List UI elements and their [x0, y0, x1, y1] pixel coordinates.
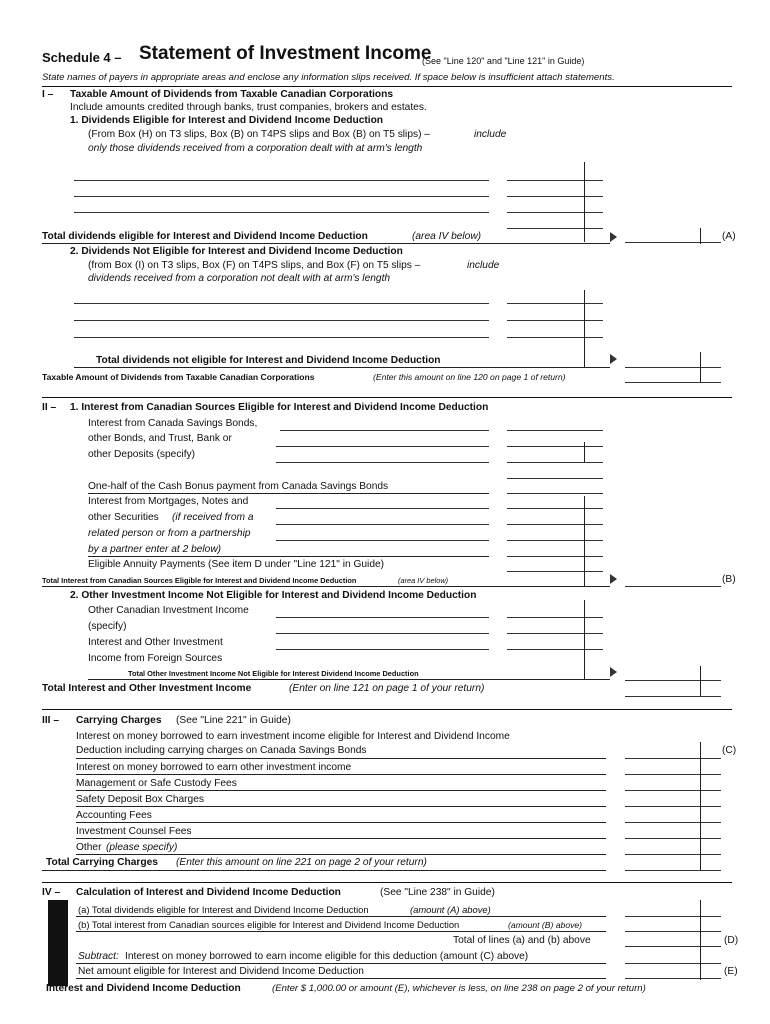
amount-entry-line[interactable] [507, 508, 603, 509]
subtract-label: Subtract: [78, 951, 119, 962]
amount-entry-line[interactable] [507, 478, 603, 479]
carrying-charge-amount[interactable] [625, 854, 721, 855]
final-deduction-note: (Enter $ 1,000.00 or amount (E), whichever is less, on line 238 on page 2 of your return) [272, 983, 646, 994]
line-a-note: (amount (A) above) [410, 904, 491, 915]
mortgage-note: (if received from a [172, 512, 254, 523]
total-rule [42, 243, 610, 244]
line-b-note: (amount (B) above) [508, 920, 583, 930]
carrying-charge-label: Interest on money borrowed to earn investment income eligible for Interest and Dividend Income [76, 731, 510, 742]
arrow-marker-icon [610, 232, 617, 242]
marker-b: (B) [722, 574, 736, 585]
payer-entry-line[interactable] [276, 649, 489, 650]
amount-entry-line[interactable] [507, 180, 603, 181]
line-rule [76, 822, 606, 823]
total-rule [88, 679, 610, 680]
part-1-item-2-source: (from Box (I) on T3 slips, Box (F) on T4PS slips, and Box (F) on T5 slips – [88, 260, 421, 271]
total-rule [42, 586, 610, 587]
payer-entry-line[interactable] [276, 508, 489, 509]
total-d-amount[interactable] [625, 946, 721, 947]
line-rule [76, 916, 606, 917]
net-amount-label: Net amount eligible for Interest and Dividend Income Deduction [78, 966, 364, 977]
mortgage-note: by a partner enter at 2 below) [88, 544, 222, 555]
cash-bonus-label: One-half of the Cash Bonus payment from Canada Savings Bonds [88, 481, 389, 492]
line-rule [76, 978, 606, 979]
marker-d: (D) [724, 935, 739, 946]
line-rule [76, 931, 606, 932]
total-rule [42, 870, 606, 871]
page-title: Statement of Investment Income [139, 43, 432, 64]
part-1-item-1-note: only those dividends received from a corporation dealt with at arm's length [88, 143, 423, 154]
line-rule [76, 963, 606, 964]
net-e-amount[interactable] [625, 978, 721, 979]
section-rule [42, 397, 732, 398]
total-other-amount[interactable] [625, 680, 721, 681]
foreign-income-label: Income from Foreign Sources [88, 653, 223, 664]
subtract-description: Interest on money borrowed to earn income eligible for this deduction (amount (C) above) [125, 951, 529, 962]
carrying-charge-amount[interactable] [625, 822, 721, 823]
payer-entry-line[interactable] [276, 540, 489, 541]
carrying-charge-label: Management or Safe Custody Fees [76, 778, 237, 789]
part-1-item-2-include: include [467, 260, 500, 271]
part-1-item-1-source: (From Box (H) on T3 slips, Box (B) on T4PS slips and Box (B) on T5 slips) – [88, 129, 430, 140]
section-rule [42, 709, 732, 710]
amount-entry-line[interactable] [507, 462, 603, 463]
total-not-eligible-amount[interactable] [625, 367, 721, 368]
total-interest-other-amount[interactable] [625, 696, 721, 697]
other-income-label: Other Canadian Investment Income [88, 605, 249, 616]
filler-bar [48, 900, 68, 986]
part-1-include-note: Include amounts credited through banks, trust companies, brokers and estates. [70, 102, 427, 113]
part-4-numeral: IV – [42, 887, 61, 898]
carrying-charge-label: Investment Counsel Fees [76, 826, 192, 837]
csb-label: Interest from Canada Savings Bonds, [88, 418, 258, 429]
total-eligible-interest-label: Total Interest from Canadian Sources Eligible for Interest and Dividend Income Deduction [42, 576, 357, 585]
total-carrying-charges-label: Total Carrying Charges [46, 857, 158, 868]
annuity-amount[interactable] [507, 571, 603, 572]
part-2-title: 1. Interest from Canadian Sources Eligible for Interest and Dividend Income Deduction [70, 402, 489, 413]
carrying-charge-amount[interactable] [625, 806, 721, 807]
carrying-charge-label: Other [76, 842, 102, 853]
total-carrying-charges-amount[interactable] [625, 870, 721, 871]
schedule-number: Schedule 4 – [42, 50, 122, 65]
taxable-amount-note: (Enter this amount on line 120 on page 1 of return) [373, 372, 566, 382]
part-4-guide-reference: (See "Line 238" in Guide) [380, 887, 495, 898]
instructions-text: State names of payers in appropriate areas and enclose any information slips received. If space below is insufficient attach statements. [42, 72, 615, 83]
header-rule [42, 86, 732, 87]
cash-bonus-amount[interactable] [507, 493, 603, 494]
payer-entry-line[interactable] [280, 430, 489, 431]
cents-divider [584, 600, 585, 680]
amount-entry-line[interactable] [507, 430, 603, 431]
amount-entry-line[interactable] [507, 303, 603, 304]
subtract-amount[interactable] [625, 963, 721, 964]
amount-entry-line[interactable] [507, 617, 603, 618]
amount-entry-line[interactable] [507, 212, 603, 213]
part-4-title: Calculation of Interest and Dividend Income Deduction [76, 887, 341, 898]
section-rule [42, 882, 732, 883]
amount-entry-line[interactable] [507, 556, 603, 557]
taxable-amount-label: Taxable Amount of Dividends from Taxable Canadian Corporations [42, 372, 315, 382]
cents-divider [700, 666, 701, 696]
total-ab-label: Total of lines (a) and (b) above [453, 935, 591, 946]
part-3-title: Carrying Charges [76, 715, 162, 726]
line-b-label: (b) Total interest from Canadian sources eligible for Interest and Dividend Income Deduction [78, 919, 460, 930]
carrying-charge-amount[interactable] [625, 790, 721, 791]
marker-a: (A) [722, 231, 736, 242]
cents-divider [584, 162, 585, 242]
csb-label: other Deposits (specify) [88, 449, 196, 460]
arrow-marker-icon [610, 574, 617, 584]
amount-entry-line[interactable] [507, 196, 603, 197]
amount-entry-line[interactable] [507, 446, 603, 447]
carrying-charge-label: Deduction including carrying charges on Canada Savings Bonds [76, 745, 367, 756]
total-other-income-label: Total Other Investment Income Not Eligible for Interest Dividend Income Deduction [128, 669, 419, 678]
marker-e: (E) [724, 966, 738, 977]
amount-entry-line[interactable] [507, 337, 603, 338]
arrow-marker-icon [610, 667, 617, 677]
amount-entry-line[interactable] [507, 633, 603, 634]
other-income-label: (specify) [88, 621, 127, 632]
annuity-label: Eligible Annuity Payments (See item D under "Line 121" in Guide) [88, 559, 385, 570]
foreign-income-label: Interest and Other Investment [88, 637, 223, 648]
line-rule [88, 493, 489, 494]
cents-divider [584, 442, 585, 462]
line-b-amount[interactable] [625, 931, 721, 932]
part-1-numeral: I – [42, 89, 54, 100]
cents-divider [700, 228, 701, 244]
carrying-charge-label: Accounting Fees [76, 810, 152, 821]
total-interest-other-note: (Enter on line 121 on page 1 of your return) [289, 683, 485, 694]
total-carrying-charges-note: (Enter this amount on line 221 on page 2 of your return) [176, 857, 427, 868]
mortgage-label: Interest from Mortgages, Notes and [88, 496, 249, 507]
mortgage-label: other Securities [88, 512, 159, 523]
cents-divider [700, 900, 701, 980]
cents-divider [700, 352, 701, 382]
amount-entry-line[interactable] [507, 524, 603, 525]
payer-entry-line[interactable] [276, 617, 489, 618]
payer-entry-line[interactable] [276, 462, 489, 463]
payer-entry-line[interactable] [74, 212, 489, 213]
total-eligible-dividends-label: Total dividends eligible for Interest and Dividend Income Deduction [42, 231, 368, 242]
line-rule [76, 838, 606, 839]
total-b-amount[interactable] [625, 586, 721, 587]
line-a-amount[interactable] [625, 916, 721, 917]
total-interest-other-label: Total Interest and Other Investment Income [42, 683, 252, 694]
payer-entry-line[interactable] [74, 303, 489, 304]
total-not-eligible-dividends-label: Total dividends not eligible for Interest and Dividend Income Deduction [96, 355, 441, 366]
part-1-title: Taxable Amount of Dividends from Taxable Canadian Corporations [70, 89, 394, 100]
carrying-charge-label: Safety Deposit Box Charges [76, 794, 204, 805]
arrow-marker-icon [610, 354, 617, 364]
line-rule [76, 774, 606, 775]
taxable-amount-total[interactable] [625, 382, 721, 383]
total-rule [74, 367, 610, 368]
amount-entry-line[interactable] [507, 228, 603, 229]
payer-entry-line[interactable] [276, 524, 489, 525]
part-1-item-2-title: 2. Dividends Not Eligible for Interest and Dividend Income Deduction [70, 246, 403, 257]
amount-entry-line[interactable] [507, 540, 603, 541]
area-iv-note: (area IV below) [412, 231, 482, 242]
cents-divider [584, 290, 585, 368]
payer-entry-line[interactable] [74, 196, 489, 197]
line-rule [76, 790, 606, 791]
total-a-amount[interactable] [625, 242, 721, 243]
csb-label: other Bonds, and Trust, Bank or [88, 433, 232, 444]
part-2-item-2-title: 2. Other Investment Income Not Eligible for Interest and Dividend Income Deduction [70, 590, 477, 601]
mortgage-note: related person or from a partnership [88, 528, 251, 539]
carrying-charge-note: (please specify) [106, 842, 178, 853]
line-rule [76, 854, 606, 855]
carrying-charge-amount[interactable] [625, 758, 721, 759]
area-iv-note: (area IV below) [398, 576, 449, 585]
part-1-item-1-title: 1. Dividends Eligible for Interest and Dividend Income Deduction [70, 115, 384, 126]
payer-entry-line[interactable] [74, 320, 489, 321]
payer-entry-line[interactable] [74, 180, 489, 181]
payer-entry-line[interactable] [276, 633, 489, 634]
line-rule [76, 758, 606, 759]
payer-entry-line[interactable] [74, 337, 489, 338]
amount-entry-line[interactable] [507, 320, 603, 321]
line-rule [76, 806, 606, 807]
line-a-label: (a) Total dividends eligible for Interest and Dividend Income Deduction [78, 904, 369, 915]
part-3-guide-reference: (See "Line 221" in Guide) [176, 715, 291, 726]
cents-divider [700, 742, 701, 870]
line-rule [88, 556, 489, 557]
carrying-charge-amount[interactable] [625, 774, 721, 775]
carrying-charge-label: Interest on money borrowed to earn other investment income [76, 762, 352, 773]
part-2-numeral: II – [42, 402, 57, 413]
part-3-numeral: III – [42, 715, 59, 726]
part-1-item-1-include: include [474, 129, 507, 140]
final-deduction-label: Interest and Dividend Income Deduction [46, 983, 241, 994]
carrying-charge-amount[interactable] [625, 838, 721, 839]
guide-reference: (See "Line 120" and "Line 121" in Guide) [422, 56, 585, 66]
amount-entry-line[interactable] [507, 649, 603, 650]
marker-c: (C) [722, 745, 737, 756]
payer-entry-line[interactable] [276, 446, 489, 447]
part-1-item-2-note: dividends received from a corporation not dealt with at arm's length [88, 273, 391, 284]
cents-divider [584, 496, 585, 586]
